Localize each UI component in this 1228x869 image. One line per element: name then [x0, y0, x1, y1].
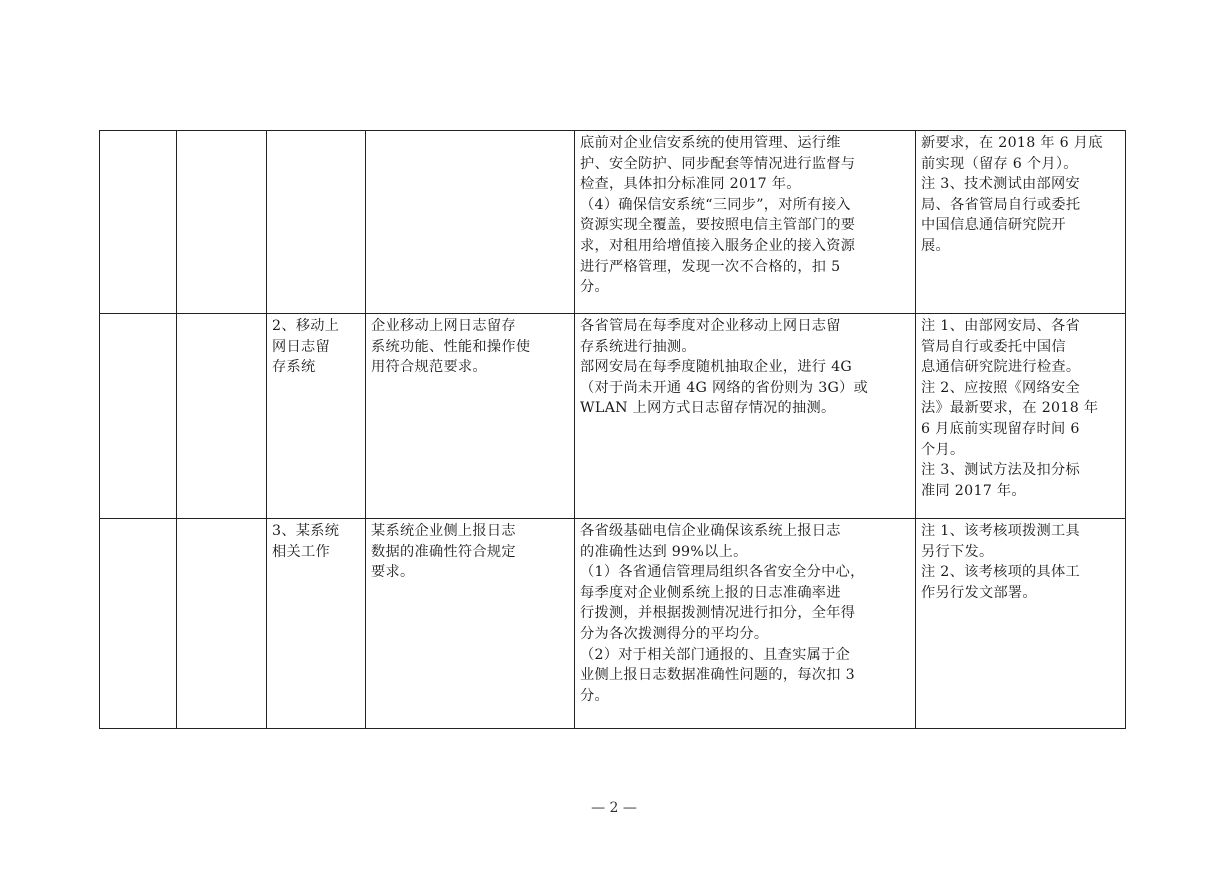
cell-line: 展。 [921, 237, 950, 254]
cell-line: 新要求，在 2018 年 6 月底 [921, 135, 1103, 151]
cell-line: 中国信息通信研究院开 [921, 217, 1066, 234]
cell-line: 部网安局在每季度随机抽取企业，进行 4G [580, 359, 853, 376]
cell-line: 息通信研究院进行检查。 [921, 359, 1081, 376]
cell-line: 底前对企业信安系统的使用管理、运行维 [580, 135, 841, 151]
item-cell [267, 314, 366, 519]
table-row [100, 314, 1126, 519]
cell-line: （对于尚未开通 4G 网络的省份则为 3G）或 [580, 379, 869, 396]
item-cell [267, 131, 366, 314]
category-cell [100, 519, 177, 729]
category-cell [100, 131, 177, 314]
cell-line: WLAN 上网方式日志留存情况的抽测。 [580, 400, 836, 417]
cell-line: 个月。 [921, 441, 965, 458]
cell-line: 准同 2017 年。 [921, 482, 1026, 499]
method-cell [575, 131, 916, 314]
cell-line: 注 2、该考核项的具体工 [921, 564, 1081, 581]
notes-cell [916, 519, 1126, 729]
cell-line: 注 1、由部网安局、各省 [921, 318, 1081, 334]
cell-line: 2、移动上 [272, 318, 340, 334]
cell-line: 3、某系统 [272, 523, 340, 539]
cell-line: 企业移动上网日志留存 [371, 318, 516, 334]
cell-line: 每季度对企业侧系统上报的日志准确率进 [580, 584, 841, 601]
cell-line: 分。 [580, 687, 609, 704]
cell-line: 法》最新要求，在 2018 年 [921, 400, 1099, 417]
notes-cell [916, 131, 1126, 314]
cell-line: 管局自行或委托中国信 [921, 338, 1066, 355]
method-cell [575, 314, 916, 519]
cell-line: （4）确保信安系统“三同步”，对所有接入 [580, 196, 851, 213]
cell-line: 注 1、该考核项拨测工具 [921, 523, 1081, 539]
requirement-cell [366, 519, 575, 729]
page-number: — 2 — [591, 800, 637, 816]
requirement-cell [366, 314, 575, 519]
cell-line: 某系统企业侧上报日志 [371, 523, 516, 539]
cell-line: 系统功能、性能和操作使 [371, 338, 531, 355]
table-row [100, 519, 1126, 729]
cell-line: 注 2、应按照《网络安全 [921, 379, 1081, 396]
cell-line: 局、各省管局自行或委托 [921, 196, 1081, 213]
cell-line: 注 3、技术测试由部网安 [921, 176, 1081, 193]
table-row [100, 131, 1126, 314]
cell-line: 业侧上报日志数据准确性问题的，每次扣 3 [580, 667, 855, 684]
requirement-cell [366, 131, 575, 314]
cell-line: 网日志留 [272, 338, 330, 355]
cell-line: 数据的准确性符合规定 [371, 543, 516, 560]
cell-line: 相关工作 [272, 543, 330, 560]
cell-line: 求，对租用给增值接入服务企业的接入资源 [580, 237, 856, 254]
cell-line: 前实现（留存 6 个月）。 [921, 155, 1078, 172]
cell-line: 资源实现全覆盖，要按照电信主管部门的要 [580, 217, 856, 234]
cell-line: 6 月底前实现留存时间 6 [921, 420, 1080, 437]
cell-line: 行拨测，并根据拨测情况进行扣分，全年得 [580, 605, 856, 622]
assessment-table [99, 130, 1126, 729]
cell-line: 检查，具体扣分标准同 2017 年。 [580, 176, 801, 193]
cell-line: 存系统进行抽测。 [580, 338, 696, 355]
item-cell [267, 519, 366, 729]
cell-line: 另行下发。 [921, 543, 994, 560]
cell-line: 各省级基础电信企业确保该系统上报日志 [580, 523, 841, 539]
cell-line: 注 3、测试方法及扣分标 [921, 462, 1081, 479]
notes-cell [916, 314, 1126, 519]
cell-line: 护、安全防护、同步配套等情况进行监督与 [580, 155, 856, 172]
cell-line: 要求。 [371, 564, 415, 581]
cell-line: 用符合规范要求。 [371, 359, 487, 376]
subcategory-cell [177, 131, 267, 314]
cell-line: 分为各次拨测得分的平均分。 [580, 625, 769, 642]
cell-line: （2）对于相关部门通报的、且查实属于企 [580, 646, 851, 663]
cell-line: 进行严格管理，发现一次不合格的，扣 5 [580, 258, 841, 275]
category-cell [100, 314, 177, 519]
method-cell [575, 519, 916, 729]
cell-line: （1）各省通信管理局组织各省安全分中心， [580, 564, 865, 581]
cell-line: 的准确性达到 99%以上。 [580, 543, 748, 560]
subcategory-cell [177, 519, 267, 729]
subcategory-cell [177, 314, 267, 519]
cell-line: 存系统 [272, 359, 316, 376]
cell-line: 各省管局在每季度对企业移动上网日志留 [580, 318, 841, 334]
cell-line: 作另行发文部署。 [921, 584, 1037, 601]
cell-line: 分。 [580, 279, 609, 296]
